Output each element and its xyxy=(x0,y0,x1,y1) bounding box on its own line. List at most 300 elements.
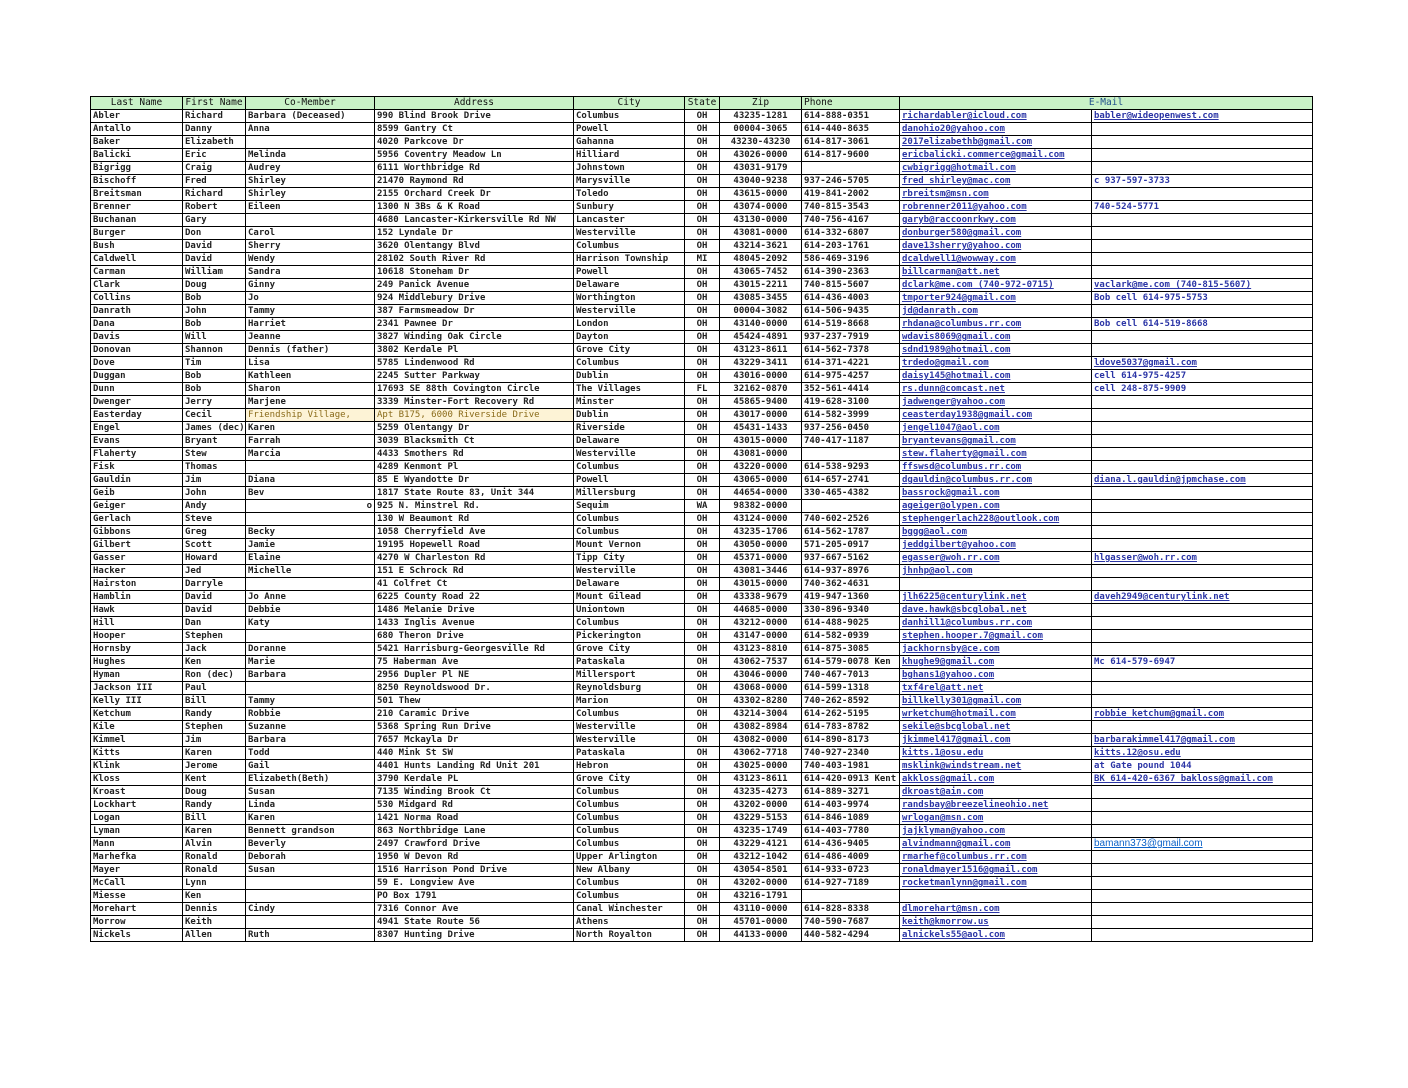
cell-last-name: McCall xyxy=(91,877,183,890)
cell-email[interactable]: jd@danrath.com xyxy=(900,305,1092,318)
cell-first-name: Jerome xyxy=(183,760,246,773)
cell-zip: 43085-3455 xyxy=(720,292,802,305)
cell-first-name: Scott xyxy=(183,539,246,552)
cell-email-secondary xyxy=(1092,864,1313,877)
cell-state: OH xyxy=(685,123,720,136)
cell-city: Columbus xyxy=(574,812,685,825)
cell-address: 4941 State Route 56 xyxy=(375,916,574,929)
cell-city: Delaware xyxy=(574,279,685,292)
col-header-zip[interactable]: Zip xyxy=(720,97,802,110)
cell-email[interactable]: dkroast@ain.com xyxy=(900,786,1092,799)
cell-last-name: Duggan xyxy=(91,370,183,383)
cell-email[interactable]: danohio20@yahoo.com xyxy=(900,123,1092,136)
cell-email-secondary xyxy=(1092,149,1313,162)
cell-phone: 614-975-4257 xyxy=(802,370,900,383)
cell-phone: 614-203-1761 xyxy=(802,240,900,253)
cell-co-member: Susan xyxy=(246,786,375,799)
cell-email-secondary[interactable]: vaclark@me.com (740-815-5607) xyxy=(1092,279,1313,292)
cell-email[interactable]: stephengerlach228@outlook.com xyxy=(900,513,1092,526)
cell-email[interactable]: ronaldmayer1516@gmail.com xyxy=(900,864,1092,877)
table-row xyxy=(91,578,1313,591)
cell-last-name: Hornsby xyxy=(91,643,183,656)
cell-email-secondary xyxy=(1092,162,1313,175)
cell-last-name: Marhefka xyxy=(91,851,183,864)
cell-first-name: David xyxy=(183,604,246,617)
cell-zip: 43229-5153 xyxy=(720,812,802,825)
cell-email[interactable]: stephen.hooper.7@gmail.com xyxy=(900,630,1092,643)
cell-first-name: Craig xyxy=(183,162,246,175)
cell-email[interactable]: richardabler@icloud.com xyxy=(900,110,1092,123)
cell-co-member: Anna xyxy=(246,123,375,136)
col-header-first-name[interactable]: First Name xyxy=(183,97,246,110)
cell-last-name: Dana xyxy=(91,318,183,331)
cell-state: OH xyxy=(685,851,720,864)
cell-email[interactable]: randsbay@breezelineohio.net xyxy=(900,799,1092,812)
cell-email[interactable]: stew.flaherty@gmail.com xyxy=(900,448,1092,461)
cell-zip: 43081-0000 xyxy=(720,448,802,461)
cell-last-name: Donovan xyxy=(91,344,183,357)
cell-co-member xyxy=(246,214,375,227)
cell-phone: 614-889-3271 xyxy=(802,786,900,799)
cell-email[interactable]: alnickels55@aol.com xyxy=(900,929,1092,942)
cell-zip: 43235-1706 xyxy=(720,526,802,539)
cell-phone: 740-815-3543 xyxy=(802,201,900,214)
cell-email-secondary[interactable]: robbie ketchum@gmail.com xyxy=(1092,708,1313,721)
table-body xyxy=(91,110,1313,942)
cell-email[interactable]: bghans1@yahoo.com xyxy=(900,669,1092,682)
cell-zip: 43202-0000 xyxy=(720,799,802,812)
cell-email[interactable]: rhdana@columbus.rr.com xyxy=(900,318,1092,331)
cell-email[interactable]: garyb@raccoonrkwy.com xyxy=(900,214,1092,227)
cell-phone: 614-888-0351 xyxy=(802,110,900,123)
cell-city: Sequim xyxy=(574,500,685,513)
cell-zip: 00004-3082 xyxy=(720,305,802,318)
cell-last-name: Kroast xyxy=(91,786,183,799)
cell-phone: 419-947-1360 xyxy=(802,591,900,604)
cell-email[interactable]: bryantevans@gmail.com xyxy=(900,435,1092,448)
cell-co-member xyxy=(246,916,375,929)
cell-email-secondary[interactable]: babler@wideopenwest.com xyxy=(1092,110,1313,123)
cell-email[interactable]: jengel1047@aol.com xyxy=(900,422,1092,435)
cell-state: OH xyxy=(685,318,720,331)
cell-phone: 571-205-0917 xyxy=(802,539,900,552)
cell-email[interactable]: dgauldin@columbus.rr.com xyxy=(900,474,1092,487)
cell-phone: 352-561-4414 xyxy=(802,383,900,396)
cell-email-secondary xyxy=(1092,669,1313,682)
cell-email-secondary xyxy=(1092,227,1313,240)
cell-zip: 43140-0000 xyxy=(720,318,802,331)
cell-first-name: Alvin xyxy=(183,838,246,851)
cell-first-name: Will xyxy=(183,331,246,344)
cell-state: OH xyxy=(685,435,720,448)
cell-city: Hilliard xyxy=(574,149,685,162)
cell-first-name: David xyxy=(183,591,246,604)
cell-city: Columbus xyxy=(574,890,685,903)
cell-email-secondary xyxy=(1092,825,1313,838)
cell-city: Westerville xyxy=(574,448,685,461)
cell-city: Pataskala xyxy=(574,656,685,669)
cell-co-member: Tammy xyxy=(246,695,375,708)
cell-zip: 43202-0000 xyxy=(720,877,802,890)
cell-address: 1300 N 3Bs & K Road xyxy=(375,201,574,214)
cell-state: OH xyxy=(685,786,720,799)
cell-first-name: Allen xyxy=(183,929,246,942)
cell-phone: 614-440-8635 xyxy=(802,123,900,136)
cell-phone: 614-599-1318 xyxy=(802,682,900,695)
cell-first-name: Ken xyxy=(183,890,246,903)
cell-city: Sunbury xyxy=(574,201,685,214)
cell-co-member xyxy=(246,890,375,903)
cell-city: Uniontown xyxy=(574,604,685,617)
cell-email[interactable]: 2017elizabethb@gmail.com xyxy=(900,136,1092,149)
cell-email[interactable]: wdavis8069@gmail.com xyxy=(900,331,1092,344)
member-directory-sheet xyxy=(90,96,1313,942)
cell-first-name: Randy xyxy=(183,708,246,721)
cell-city: Westerville xyxy=(574,721,685,734)
table-row xyxy=(91,344,1313,357)
cell-email[interactable]: danhill1@columbus.rr.com xyxy=(900,617,1092,630)
cell-address: 1433 Inglis Avenue xyxy=(375,617,574,630)
table-row xyxy=(91,526,1313,539)
cell-state: OH xyxy=(685,331,720,344)
cell-zip: 32162-0870 xyxy=(720,383,802,396)
cell-email-secondary xyxy=(1092,266,1313,279)
table-row xyxy=(91,630,1313,643)
cell-first-name: Lynn xyxy=(183,877,246,890)
table-row xyxy=(91,136,1313,149)
cell-email-secondary xyxy=(1092,331,1313,344)
cell-address: 85 E Wyandotte Dr xyxy=(375,474,574,487)
cell-city: Marysville xyxy=(574,175,685,188)
table-row xyxy=(91,409,1313,422)
cell-email[interactable]: rmarhef@columbus.rr.com xyxy=(900,851,1092,864)
cell-email[interactable]: bassrock@gmail.com xyxy=(900,487,1092,500)
cell-co-member xyxy=(246,682,375,695)
cell-email-secondary xyxy=(1092,448,1313,461)
cell-co-member: Sandra xyxy=(246,266,375,279)
table-row xyxy=(91,292,1313,305)
cell-address: 1421 Norma Road xyxy=(375,812,574,825)
cell-email[interactable]: billcarman@att.net xyxy=(900,266,1092,279)
cell-last-name: Caldwell xyxy=(91,253,183,266)
table-row xyxy=(91,318,1313,331)
cell-zip: 98382-0000 xyxy=(720,500,802,513)
cell-co-member: Bev xyxy=(246,487,375,500)
table-row xyxy=(91,331,1313,344)
cell-zip: 45371-0000 xyxy=(720,552,802,565)
table-row xyxy=(91,357,1313,370)
cell-first-name: Randy xyxy=(183,799,246,812)
cell-zip: 48045-2092 xyxy=(720,253,802,266)
table-row xyxy=(91,799,1313,812)
cell-state: OH xyxy=(685,734,720,747)
cell-email-secondary xyxy=(1092,305,1313,318)
table-row xyxy=(91,513,1313,526)
cell-email-secondary xyxy=(1092,500,1313,513)
cell-email-secondary[interactable]: hlgasser@woh.rr.com xyxy=(1092,552,1313,565)
member-table xyxy=(90,96,1313,942)
cell-city: Columbus xyxy=(574,708,685,721)
cell-co-member: Cindy xyxy=(246,903,375,916)
cell-address: Apt B175, 6000 Riverside Drive xyxy=(375,409,574,422)
cell-email[interactable]: billkelly301@gmail.com xyxy=(900,695,1092,708)
cell-first-name: Ronald xyxy=(183,851,246,864)
cell-first-name: Shannon xyxy=(183,344,246,357)
cell-phone: 614-488-9025 xyxy=(802,617,900,630)
table-row xyxy=(91,162,1313,175)
cell-address: 4270 W Charleston Rd xyxy=(375,552,574,565)
cell-email[interactable]: alvindmann@gmail.com xyxy=(900,838,1092,851)
cell-state: OH xyxy=(685,916,720,929)
table-row xyxy=(91,786,1313,799)
cell-zip: 43065-0000 xyxy=(720,474,802,487)
cell-city: Columbus xyxy=(574,799,685,812)
cell-email-secondary xyxy=(1092,786,1313,799)
cell-address: 4401 Hunts Landing Rd Unit 201 xyxy=(375,760,574,773)
cell-email[interactable]: dave13sherry@yahoo.com xyxy=(900,240,1092,253)
cell-address: 863 Northbridge Lane xyxy=(375,825,574,838)
cell-email[interactable]: ageiger@olypen.com xyxy=(900,500,1092,513)
cell-email-secondary: Bob cell 614-975-5753 xyxy=(1092,292,1313,305)
cell-first-name: Gary xyxy=(183,214,246,227)
cell-email-secondary[interactable]: bamann373@gmail.com xyxy=(1092,838,1313,851)
cell-address: 7657 Mckayla Dr xyxy=(375,734,574,747)
cell-email-secondary xyxy=(1092,682,1313,695)
cell-zip: 43123-8611 xyxy=(720,344,802,357)
cell-address: 6225 County Road 22 xyxy=(375,591,574,604)
table-row xyxy=(91,682,1313,695)
cell-zip: 43081-3446 xyxy=(720,565,802,578)
table-row xyxy=(91,760,1313,773)
cell-phone: 614-332-6807 xyxy=(802,227,900,240)
cell-email[interactable]: sdnd1989@hotmail.com xyxy=(900,344,1092,357)
cell-state: OH xyxy=(685,422,720,435)
cell-email[interactable]: tmporter924@gmail.com xyxy=(900,292,1092,305)
cell-email[interactable]: cwbigrigg@hotmail.com xyxy=(900,162,1092,175)
cell-state: OH xyxy=(685,305,720,318)
cell-address: 4289 Kenmont Pl xyxy=(375,461,574,474)
cell-city: Delaware xyxy=(574,578,685,591)
cell-last-name: Hairston xyxy=(91,578,183,591)
cell-phone: 614-262-5195 xyxy=(802,708,900,721)
cell-address: 130 W Beaumont Rd xyxy=(375,513,574,526)
cell-last-name: Hawk xyxy=(91,604,183,617)
cell-first-name: David xyxy=(183,240,246,253)
cell-state: OH xyxy=(685,266,720,279)
cell-zip: 43054-8501 xyxy=(720,864,802,877)
cell-last-name: Morrow xyxy=(91,916,183,929)
cell-last-name: Hooper xyxy=(91,630,183,643)
cell-email[interactable]: jeddgilbert@yahoo.com xyxy=(900,539,1092,552)
cell-state: OH xyxy=(685,838,720,851)
cell-state: OH xyxy=(685,695,720,708)
cell-last-name: Hughes xyxy=(91,656,183,669)
cell-phone: 614-562-1787 xyxy=(802,526,900,539)
cell-email[interactable]: akkloss@gmail.com xyxy=(900,773,1092,786)
cell-email-secondary xyxy=(1092,916,1313,929)
col-header-state[interactable]: State xyxy=(685,97,720,110)
cell-email-secondary[interactable]: kitts.12@osu.edu xyxy=(1092,747,1313,760)
table-row xyxy=(91,396,1313,409)
cell-phone: 740-262-8592 xyxy=(802,695,900,708)
cell-email[interactable]: dclark@me.com (740-972-0715) xyxy=(900,279,1092,292)
cell-email[interactable]: sekile@sbcglobal.net xyxy=(900,721,1092,734)
cell-co-member: Carol xyxy=(246,227,375,240)
cell-email xyxy=(900,890,1092,903)
cell-phone: 614-579-0078 Ken xyxy=(802,656,900,669)
cell-email-secondary xyxy=(1092,409,1313,422)
cell-last-name: Engel xyxy=(91,422,183,435)
cell-city: Canal Winchester xyxy=(574,903,685,916)
cell-state: OH xyxy=(685,890,720,903)
cell-email[interactable]: keith@kmorrow.us xyxy=(900,916,1092,929)
cell-zip: 43235-1281 xyxy=(720,110,802,123)
cell-email[interactable]: daisy145@hotmail.com xyxy=(900,370,1092,383)
cell-city: Grove City xyxy=(574,344,685,357)
cell-zip: 43124-0000 xyxy=(720,513,802,526)
cell-state: OH xyxy=(685,214,720,227)
cell-email-secondary xyxy=(1092,422,1313,435)
table-row xyxy=(91,721,1313,734)
cell-city: North Royalton xyxy=(574,929,685,942)
cell-zip: 43017-0000 xyxy=(720,409,802,422)
cell-co-member: Shirley xyxy=(246,188,375,201)
cell-phone: 614-783-8782 xyxy=(802,721,900,734)
cell-city: Mount Vernon xyxy=(574,539,685,552)
cell-state: OH xyxy=(685,448,720,461)
col-header-last-name[interactable]: Last Name xyxy=(91,97,183,110)
cell-state: OH xyxy=(685,487,720,500)
cell-email[interactable]: rocketmanlynn@gmail.com xyxy=(900,877,1092,890)
cell-email[interactable]: msklink@windstream.net xyxy=(900,760,1092,773)
table-row xyxy=(91,864,1313,877)
col-header-address[interactable]: Address xyxy=(375,97,574,110)
cell-email[interactable]: donburger580@gmail.com xyxy=(900,227,1092,240)
cell-last-name: Geiger xyxy=(91,500,183,513)
cell-zip: 43082-8984 xyxy=(720,721,802,734)
cell-last-name: Kile xyxy=(91,721,183,734)
cell-address: 2155 Orchard Creek Dr xyxy=(375,188,574,201)
table-row xyxy=(91,175,1313,188)
table-row xyxy=(91,890,1313,903)
cell-state: OH xyxy=(685,682,720,695)
col-header-city[interactable]: City xyxy=(574,97,685,110)
cell-state: OH xyxy=(685,357,720,370)
cell-email[interactable]: wrketchum@hotmail.com xyxy=(900,708,1092,721)
cell-first-name: Ron (dec) xyxy=(183,669,246,682)
cell-phone: 586-469-3196 xyxy=(802,253,900,266)
col-header-phone[interactable]: Phone xyxy=(802,97,900,110)
cell-email[interactable]: dcaldwell1@wowway.com xyxy=(900,253,1092,266)
cell-email[interactable]: txf4rel@att.net xyxy=(900,682,1092,695)
cell-address: 17693 SE 88th Covington Circle xyxy=(375,383,574,396)
cell-first-name: Cecil xyxy=(183,409,246,422)
cell-city: Upper Arlington xyxy=(574,851,685,864)
table-row xyxy=(91,604,1313,617)
cell-email[interactable]: dave.hawk@sbcglobal.net xyxy=(900,604,1092,617)
cell-email-secondary[interactable]: diana.l.gauldin@jpmchase.com xyxy=(1092,474,1313,487)
cell-phone xyxy=(802,162,900,175)
cell-co-member: Sharon xyxy=(246,383,375,396)
cell-first-name: Bill xyxy=(183,695,246,708)
cell-email[interactable]: jlh6225@centurylink.net xyxy=(900,591,1092,604)
cell-state: OH xyxy=(685,474,720,487)
cell-co-member: Melinda xyxy=(246,149,375,162)
cell-first-name: Stew xyxy=(183,448,246,461)
cell-email-secondary xyxy=(1092,929,1313,942)
cell-state: OH xyxy=(685,292,720,305)
cell-email[interactable]: dlmorehart@msn.com xyxy=(900,903,1092,916)
cell-first-name: Don xyxy=(183,227,246,240)
cell-city: Westerville xyxy=(574,227,685,240)
cell-co-member: Gail xyxy=(246,760,375,773)
cell-address: 2341 Pawnee Dr xyxy=(375,318,574,331)
cell-co-member: Eileen xyxy=(246,201,375,214)
cell-email[interactable]: ceasterday1938@gmail.com xyxy=(900,409,1092,422)
cell-state: OH xyxy=(685,773,720,786)
col-header-co-member[interactable]: Co-Member xyxy=(246,97,375,110)
cell-email[interactable]: fred_shirley@mac.com xyxy=(900,175,1092,188)
cell-city: New Albany xyxy=(574,864,685,877)
cell-email-secondary[interactable]: barbarakimmel417@gmail.com xyxy=(1092,734,1313,747)
cell-email[interactable]: robrenner2011@yahoo.com xyxy=(900,201,1092,214)
cell-last-name: Gasser xyxy=(91,552,183,565)
header-row xyxy=(91,97,1313,110)
col-header-email[interactable]: E-Mail xyxy=(900,97,1313,110)
cell-email[interactable]: jhnhp@aol.com xyxy=(900,565,1092,578)
cell-email[interactable]: bggg@aol.com xyxy=(900,526,1092,539)
cell-email[interactable]: ffswsd@columbus.rr.com xyxy=(900,461,1092,474)
cell-email-secondary xyxy=(1092,877,1313,890)
cell-email[interactable]: khughe9@gmail.com xyxy=(900,656,1092,669)
cell-email[interactable]: jkimmel417@gmail.com xyxy=(900,734,1092,747)
cell-email-secondary: Bob cell 614-519-8668 xyxy=(1092,318,1313,331)
cell-co-member: Marcia xyxy=(246,448,375,461)
cell-first-name: Bill xyxy=(183,812,246,825)
cell-city: The Villages xyxy=(574,383,685,396)
cell-email[interactable]: egasser@woh.rr.com xyxy=(900,552,1092,565)
cell-email[interactable]: jajklyman@yahoo.com xyxy=(900,825,1092,838)
cell-first-name: Ken xyxy=(183,656,246,669)
cell-email-secondary xyxy=(1092,487,1313,500)
cell-email[interactable]: wrlogan@msn.com xyxy=(900,812,1092,825)
cell-last-name: Kitts xyxy=(91,747,183,760)
cell-email[interactable]: trdedo@gmail.com xyxy=(900,357,1092,370)
cell-first-name: Karen xyxy=(183,825,246,838)
cell-zip: 43068-0000 xyxy=(720,682,802,695)
cell-first-name: Bob xyxy=(183,370,246,383)
cell-email-secondary xyxy=(1092,123,1313,136)
cell-city: Grove City xyxy=(574,643,685,656)
cell-email[interactable]: rbreitsm@msn.com xyxy=(900,188,1092,201)
cell-email-secondary xyxy=(1092,812,1313,825)
cell-email-secondary[interactable]: daveh2949@centurylink.net xyxy=(1092,591,1313,604)
cell-email[interactable]: jackhornsby@ce.com xyxy=(900,643,1092,656)
cell-email[interactable]: ericbalicki.commerce@gmail.com xyxy=(900,149,1092,162)
cell-email xyxy=(900,578,1092,591)
cell-email-secondary[interactable]: BK 614-420-6367 bakloss@gmail.com xyxy=(1092,773,1313,786)
cell-co-member: Debbie xyxy=(246,604,375,617)
cell-email[interactable]: jadwenger@yahoo.com xyxy=(900,396,1092,409)
cell-co-member: Lisa xyxy=(246,357,375,370)
cell-state: OH xyxy=(685,526,720,539)
cell-email-secondary[interactable]: ldove5037@gmail.com xyxy=(1092,357,1313,370)
cell-email[interactable]: kitts.1@osu.edu xyxy=(900,747,1092,760)
cell-first-name: Richard xyxy=(183,188,246,201)
cell-last-name: Antallo xyxy=(91,123,183,136)
cell-co-member: Dennis (father) xyxy=(246,344,375,357)
cell-email[interactable]: rs.dunn@comcast.net xyxy=(900,383,1092,396)
